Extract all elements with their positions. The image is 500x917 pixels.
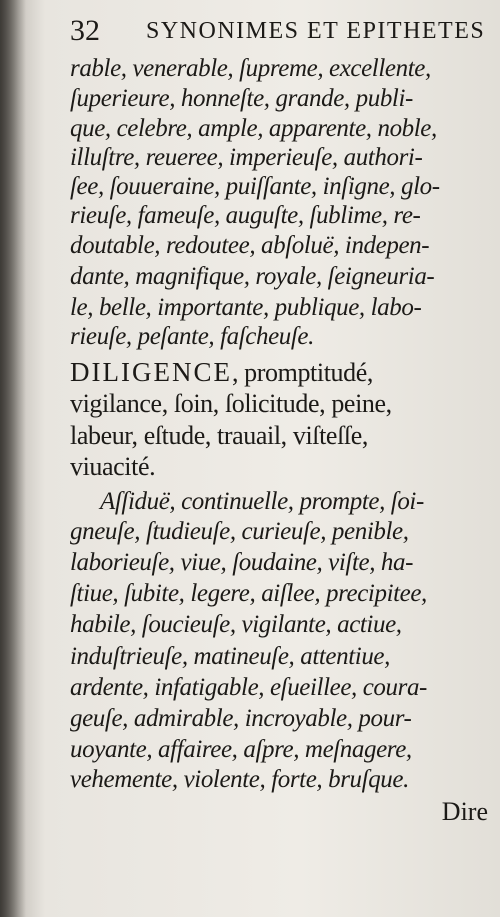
epithet-line: habile, ſoucieuſe, vigilante, actiue,	[70, 611, 402, 638]
running-head: SYNONIMES ET EPITHETES	[146, 18, 486, 44]
epithet-line: Aſſiduë, continuelle, prompte, ſoi-	[100, 488, 424, 515]
epithet-line: vehemente, violente, forte, bruſque.	[70, 766, 409, 793]
text-line: le, belle, importante, publique, labo-	[70, 294, 422, 321]
epithet-line: gneuſe, ſtudieuſe, curieuſe, penible,	[70, 518, 409, 545]
synonym-line: labeur, eſtude, trauail, viſteſſe,	[70, 421, 368, 450]
synonym-text: , promptitudé,	[231, 358, 373, 387]
entry-headword: DILIGENCE	[70, 357, 232, 387]
text-line: ſee, ſouueraine, puiſſante, inſigne, glo-	[70, 173, 440, 200]
page-header	[70, 14, 488, 50]
epithet-line: laborieuſe, viue, ſoudaine, viſte, ha-	[70, 549, 414, 576]
synonym-line: vigilance, ſoin, ſolicitude, peine,	[70, 389, 392, 418]
text-line: rieuſe, fameuſe, auguſte, ſublime, re-	[70, 202, 421, 229]
entry-heading-line	[70, 357, 488, 388]
catchword: Dire	[441, 797, 488, 826]
epithet-line: induſtrieuſe, matineuſe, attentiue,	[70, 643, 390, 670]
text-line: doutable, redoutee, abſoluë, indepen-	[70, 232, 430, 259]
text-line: rable, venerable, ſupreme, excellente,	[70, 55, 431, 82]
text-line: que, celebre, ample, apparente, noble,	[70, 115, 437, 142]
epithet-line: ſtiue, ſubite, legere, aiſlee, precipitee,	[70, 580, 427, 607]
epithet-line: geuſe, admirable, incroyable, pour-	[70, 705, 412, 732]
text-line: dante, magnifique, royale, ſeigneuria-	[70, 263, 435, 290]
gutter-shadow	[0, 0, 26, 917]
epithet-line: ardente, infatigable, eſueillee, coura-	[70, 674, 427, 701]
text-line: ſuperieure, honneſte, grande, publi-	[70, 85, 413, 112]
text-line: illuſtre, reueree, imperieuſe, authori-	[70, 144, 423, 171]
page-number: 32	[70, 14, 100, 47]
synonym-line: viuacité.	[70, 452, 156, 481]
epithet-line: uoyante, affairee, aſpre, meſnagere,	[70, 736, 412, 763]
text-line: rieuſe, peſante, faſcheuſe.	[70, 323, 314, 350]
